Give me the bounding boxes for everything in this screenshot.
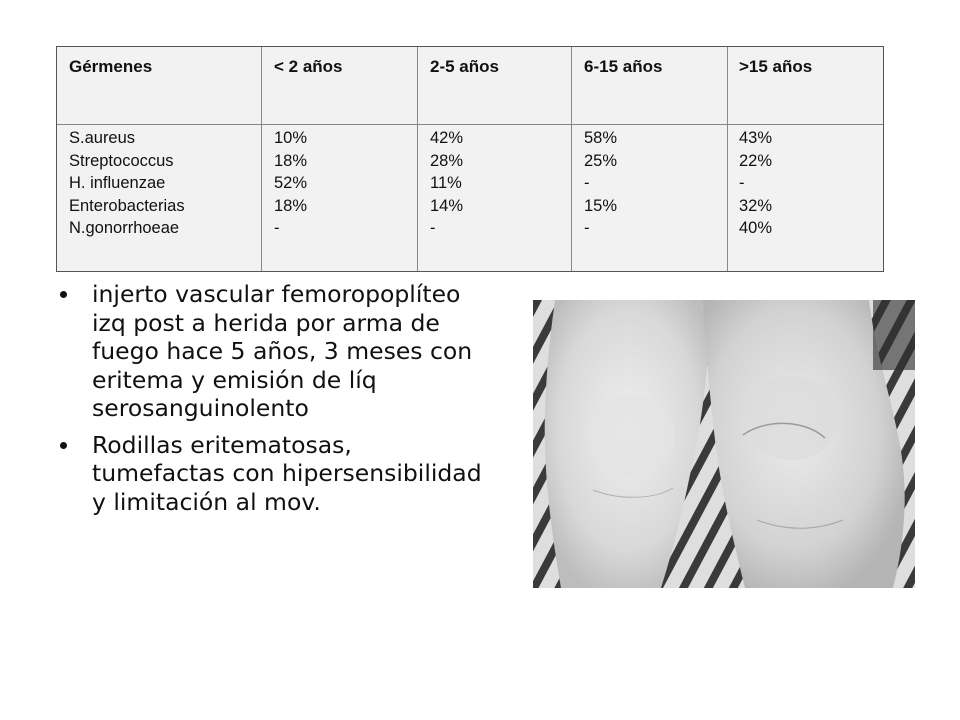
table-cell: 18% <box>274 196 308 215</box>
6-15-column <box>584 127 617 240</box>
bullet-icon <box>60 442 67 449</box>
table-cell: - <box>739 174 745 192</box>
column-divider <box>261 47 262 271</box>
table-cell: S.aureus <box>69 129 136 147</box>
table-cell: 10% <box>274 129 308 147</box>
table-cell: 40% <box>739 219 773 237</box>
bullet-text: Rodillas eritematosas, tumefactas con hipersensibilidad y limitación al mov. <box>92 430 482 516</box>
2-5-column <box>430 127 463 240</box>
column-divider <box>417 47 418 271</box>
table-cell: - <box>430 219 436 237</box>
table-cell: 43% <box>739 129 773 147</box>
list-item <box>60 280 490 423</box>
table-cell: 58% <box>584 129 618 147</box>
table-cell: 32% <box>739 196 773 215</box>
table-cell: Enterobacterias <box>69 196 185 215</box>
table-cell: 11% <box>430 174 462 192</box>
germs-column <box>69 127 185 240</box>
table-cell: H. influenzae <box>69 174 166 192</box>
table-cell: 15% <box>584 196 618 215</box>
table-cell: Streptococcus <box>69 151 174 170</box>
table-cell: 25% <box>584 151 618 170</box>
table-cell: 52% <box>274 174 308 192</box>
table-cell: 22% <box>739 151 773 170</box>
header-over-15: >15 años <box>739 57 813 76</box>
table-cell: - <box>584 174 590 192</box>
over-15-column <box>739 127 772 240</box>
bullet-text: injerto vascular femoropoplíteo izq post a herida por arma de fuego hace 5 años, 3 meses con eritema y emisión de líq serosanguinolento <box>92 280 473 422</box>
knees-photo <box>533 300 915 588</box>
header-divider <box>57 124 883 125</box>
table-cell: 18% <box>274 151 308 170</box>
germs-table <box>56 46 884 272</box>
table-cell: - <box>274 219 280 237</box>
table-cell: N.gonorrhoeae <box>69 219 180 237</box>
header-6-15: 6-15 años <box>584 57 663 76</box>
table-cell: 28% <box>430 151 464 170</box>
list-item <box>60 431 490 517</box>
table-cell: 42% <box>430 129 464 147</box>
header-germs: Gérmenes <box>69 57 153 76</box>
column-divider <box>727 47 728 271</box>
bullet-list <box>60 280 490 524</box>
under-2-column <box>274 127 307 240</box>
header-under-2: < 2 años <box>274 57 343 76</box>
table-cell: - <box>584 219 590 237</box>
column-divider <box>571 47 572 271</box>
bullet-icon <box>60 291 67 298</box>
table-cell: 14% <box>430 196 464 215</box>
header-2-5: 2-5 años <box>430 57 499 76</box>
